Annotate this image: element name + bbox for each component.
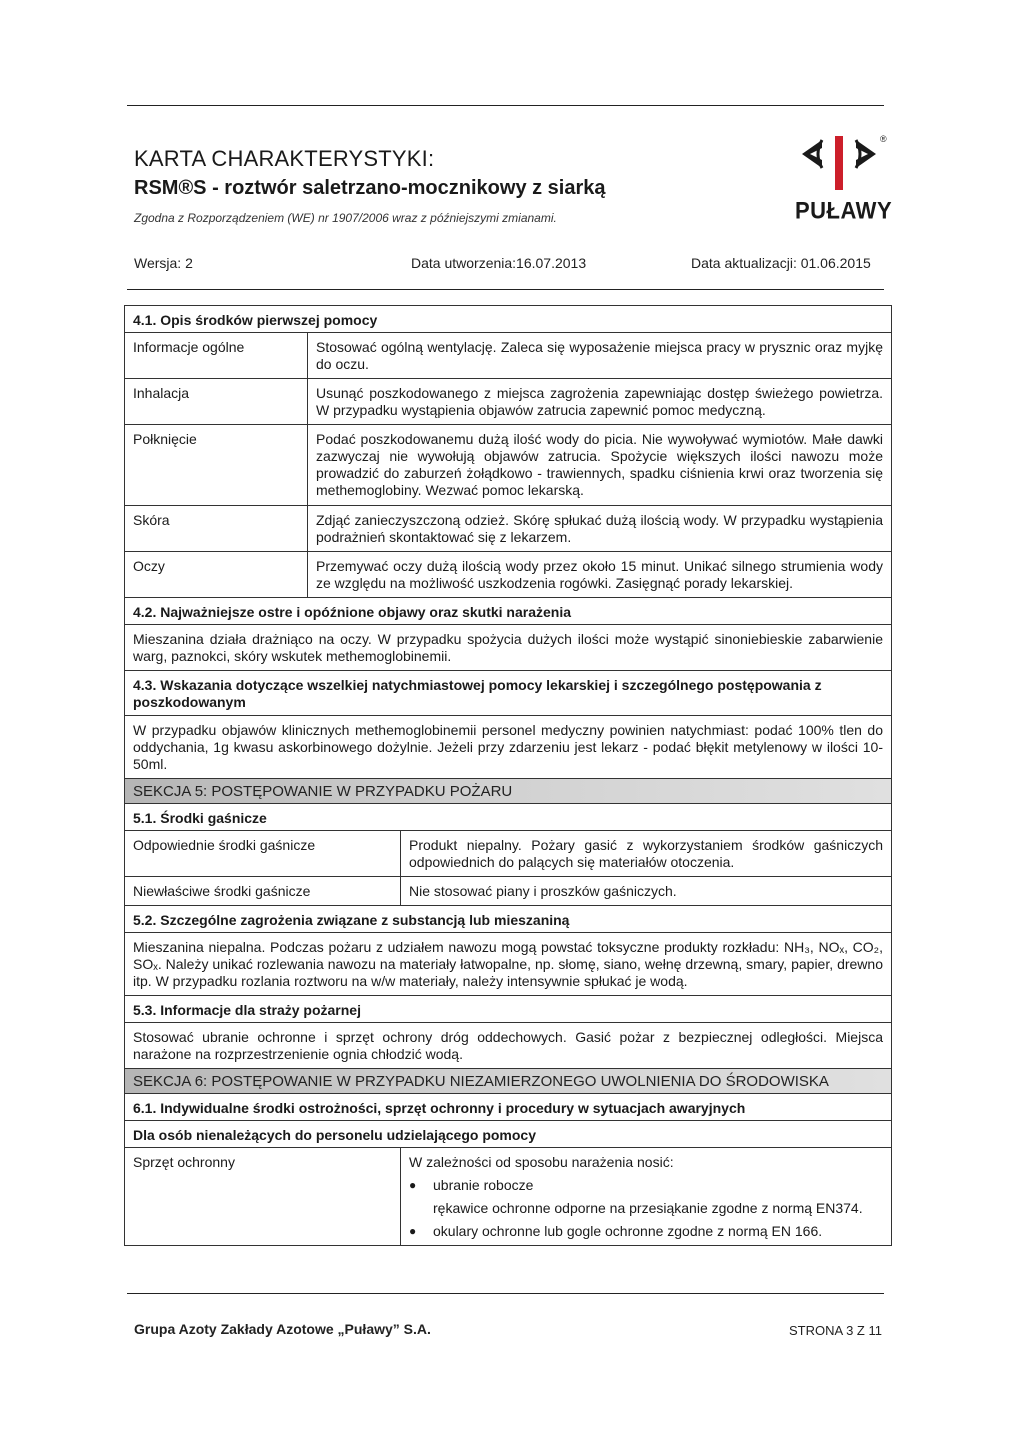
footer-rule [127,1293,884,1294]
bullet-subtext: rękawice ochronne odporne na przesiąkanie zgodne z normą EN374. [433,1200,863,1216]
first-aid-row [125,506,891,552]
row-text: Podać poszkodowanemu dużą ilość wody do picia. Nie wywoływać wymiotów. Małe dawki zazwyczaj nie wywołują objawów zatrucia. Spożycie większych ilości nawozu może prowadzić do zaburzeń żołądkowo - trawiennych, spadku ciśnienia krwi oraz tworzenia się methemoglobiny. Wezwać pomoc lekarską. [307,425,891,505]
section-6-1-heading: 6.1. Indywidualne środki ostrożności, sprzęt ochronny i procedury w sytuacjach awaryjnych [125,1094,891,1121]
row-label: Skóra [133,512,170,528]
section-4-2-text: Mieszanina działa drażniąco na oczy. W przypadku spożycia dużych ilości może wystąpić sinoniebieskie zabarwienie warg, paznokci, skóry wskutek methemoglobinemii. [125,625,891,671]
bullet-text: ubranie robocze [433,1177,534,1193]
version: Wersja: 2 [134,255,193,271]
regulation-note: Zgodna z Rozporządzeniem (WE) nr 1907/2006 wraz z późniejszymi zmianami. [134,211,557,225]
section-5-2-text: Mieszanina niepalna. Podczas pożaru z udziałem nawozu mogą powstać toksyczne produkty rozkładu: NH₃, NOₓ, CO₂, SOₓ. Należy unikać rozlewania nawozu na materiały łatwopalne, np. słomę, siano, wełnę drzewną, smary, papier, drewno itp. W przypadku rozlania roztworu na w/w materiały, należy intensywnie spłukać je wodą. [125,933,891,996]
logo-mark-icon [796,130,888,200]
registered-mark: ® [880,134,887,144]
section-5-title: SEKCJA 5: POSTĘPOWANIE W PRZYPADKU POŻARU [125,779,891,804]
first-aid-row [125,425,891,506]
first-aid-row [125,552,891,598]
bullet-icon: ● [409,1224,417,1238]
row-label: Niewłaściwe środki gaśnicze [133,883,311,899]
row-text: Przemywać oczy dużą ilością wody przez około 15 minut. Unikać silnego strumienia wody ze względu na możliwość uszkodzenia rogówki. Zasięgnąć porady lekarskiej. [307,552,891,597]
bullet-icon: ● [409,1178,417,1192]
section-6-1-subheading: Dla osób nienależących do personelu udzielającego pomocy [125,1121,891,1148]
section-4-3-heading: 4.3. Wskazania dotyczące wszelkiej natychmiastowej pomocy lekarskiej i szczególnego postępowania z poszkodowanym [125,671,891,716]
bullet-text: okulary ochronne lub gogle ochronne zgodne z normą EN 166. [433,1223,823,1239]
row-text: Stosować ogólną wentylację. Zaleca się wyposażenie miejsca pracy w prysznic oraz myjkę do oczu. [307,333,891,378]
equipment-intro: W zależności od sposobu narażenia nosić: [409,1154,674,1170]
logo-text: PUŁAWY [795,196,893,225]
section-4-1-heading: 4.1. Opis środków pierwszej pomocy [125,306,891,333]
row-text: Nie stosować piany i proszków gaśniczych. [400,877,891,905]
bullet-item [409,1223,883,1240]
product-name: RSM®S - roztwór saletrzano-mocznikowy z siarką [134,177,606,199]
created-date: Data utworzenia:16.07.2013 [411,255,587,271]
document-title: KARTA CHARAKTERYSTYKI: [134,146,435,171]
extinguishing-row [125,877,891,906]
company-name: Grupa Azoty Zakłady Azotowe „Puławy” S.A. [134,1321,431,1337]
extinguishing-row [125,831,891,877]
section-5-2-heading: 5.2. Szczególne zagrożenia związane z substancją lub mieszaniną [125,906,891,933]
section-4-2-heading: 4.2. Najważniejsze ostre i opóźnione objawy oraz skutki narażenia [125,598,891,625]
row-label: Informacje ogólne [133,339,245,355]
row-label: Inhalacja [133,385,190,401]
row-text: Produkt niepalny. Pożary gasić z wykorzystaniem środków gaśniczych odpowiednich do palących się materiałów otoczenia. [400,831,891,876]
row-label: Oczy [133,558,165,574]
row-text: Usunąć poszkodowanego z miejsca zagrożenia zapewniając dostęp świeżego powietrza. W przypadku wystąpienia objawów zatrucia zapewnić pomoc medyczną. [307,379,891,424]
sds-content [124,305,892,1246]
row-text: Zdjąć zanieczyszczoną odzież. Skórę spłukać dużą ilością wody. W przypadku wystąpienia podrażnień skontaktować się z lekarzem. [307,506,891,551]
section-4-3-text: W przypadku objawów klinicznych methemoglobinemii personel medyczny powinien natychmiast: podać 100% tlen do oddychania, 1g kwasu askorbinowego dożylnie. Jeżeli przy zdarzeniu jest lekarz - podać błękit metylenowy w ilości 10-50ml. [125,716,891,779]
first-aid-row [125,379,891,425]
header-rule [127,289,884,290]
bullet-item [409,1177,883,1194]
section-5-3-heading: 5.3. Informacje dla straży pożarnej [125,996,891,1023]
row-label: Sprzęt ochronny [133,1154,235,1170]
top-rule [127,105,884,106]
row-label: Odpowiednie środki gaśnicze [133,837,316,853]
section-6-title: SEKCJA 6: POSTĘPOWANIE W PRZYPADKU NIEZAMIERZONEGO UWOLNIENIA DO ŚRODOWISKA [125,1069,891,1094]
updated-date: Data aktualizacji: 01.06.2015 [691,255,871,271]
protective-equipment-row [125,1148,891,1245]
first-aid-row [125,333,891,379]
row-label: Połknięcie [133,431,197,447]
page-number: STRONA 3 Z 11 [789,1323,882,1338]
section-5-1-heading: 5.1. Środki gaśnicze [125,804,891,831]
section-5-3-text: Stosować ubranie ochronne i sprzęt ochrony dróg oddechowych. Gasić pożar z bezpiecznej odległości. Miejsca narażone na rozprzestrzenienie ognia chłodzić wodą. [125,1023,891,1069]
